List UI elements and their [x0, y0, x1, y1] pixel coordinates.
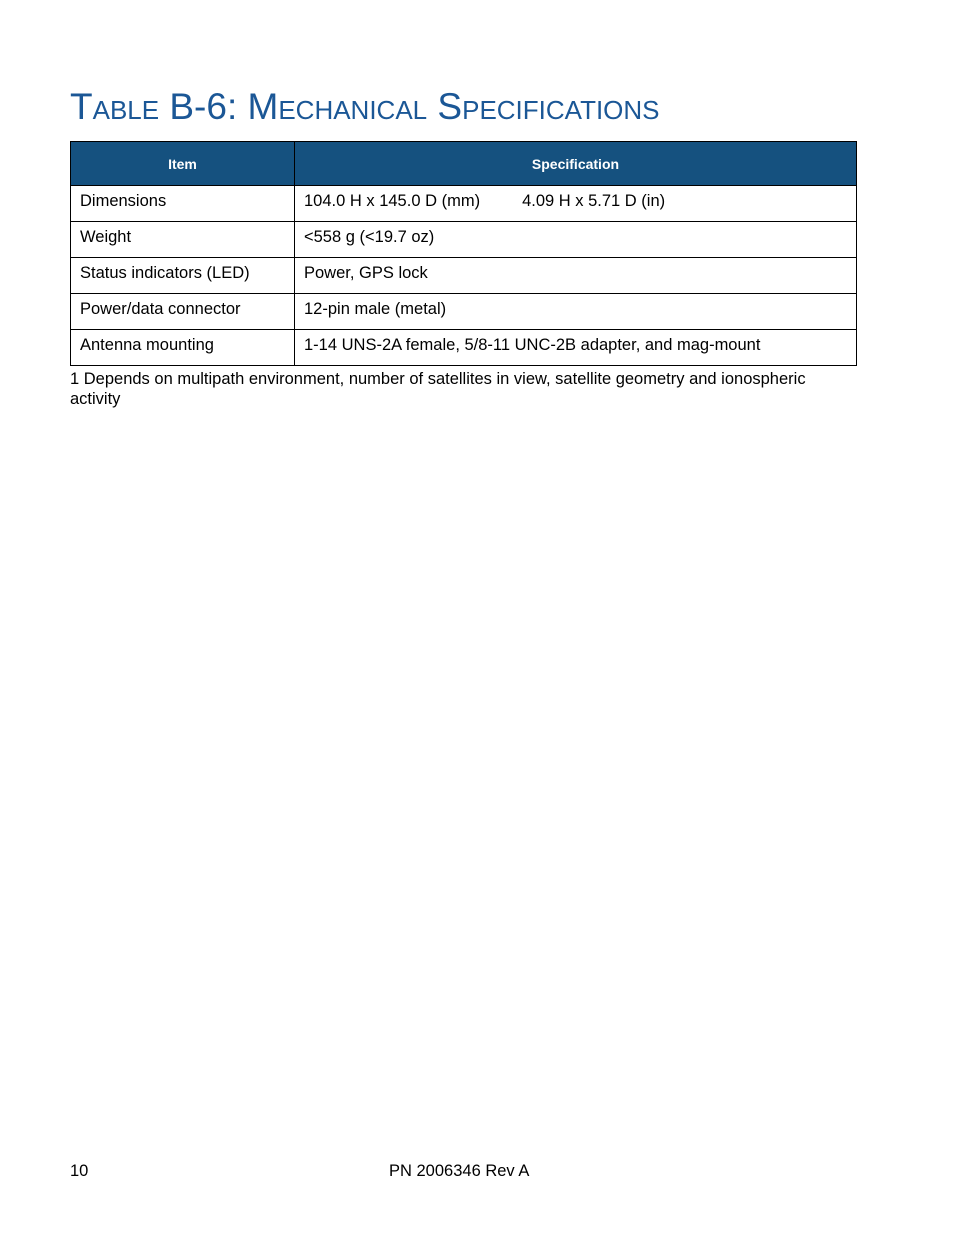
page-number: 10 — [70, 1162, 89, 1180]
column-header-item: Item — [71, 142, 295, 186]
table-row — [71, 186, 857, 222]
table-header-row — [71, 142, 857, 186]
specification-cell: <558 g (<19.7 oz) — [295, 222, 857, 258]
specification-imperial: 4.09 H x 5.71 D (in) — [522, 192, 666, 210]
item-cell: Status indicators (LED) — [71, 258, 295, 294]
specification-cell: 12-pin male (metal) — [295, 294, 857, 330]
specification-cell: Power, GPS lock — [295, 258, 857, 294]
page-title: Table B-6: Mechanical Specifications — [70, 86, 660, 127]
document-id: PN 2006346 Rev A — [389, 1162, 530, 1180]
column-header-specification: Specification — [295, 142, 857, 186]
item-cell: Weight — [71, 222, 295, 258]
item-cell: Antenna mounting — [71, 330, 295, 366]
table-footnote: 1 Depends on multipath environment, number of satellites in view, satellite geometry and ionospheric activity — [70, 370, 806, 408]
item-cell: Power/data connector — [71, 294, 295, 330]
table-row — [71, 330, 857, 366]
specification-metric: 104.0 H x 145.0 D (mm) — [304, 192, 481, 210]
item-cell: Dimensions — [71, 186, 295, 222]
mechanical-specifications-table — [70, 141, 857, 366]
specification-cell — [295, 186, 857, 222]
table-row — [71, 258, 857, 294]
table-row — [71, 222, 857, 258]
specification-cell: 1-14 UNS-2A female, 5/8-11 UNC-2B adapter, and mag-mount — [295, 330, 857, 366]
table-row — [71, 294, 857, 330]
